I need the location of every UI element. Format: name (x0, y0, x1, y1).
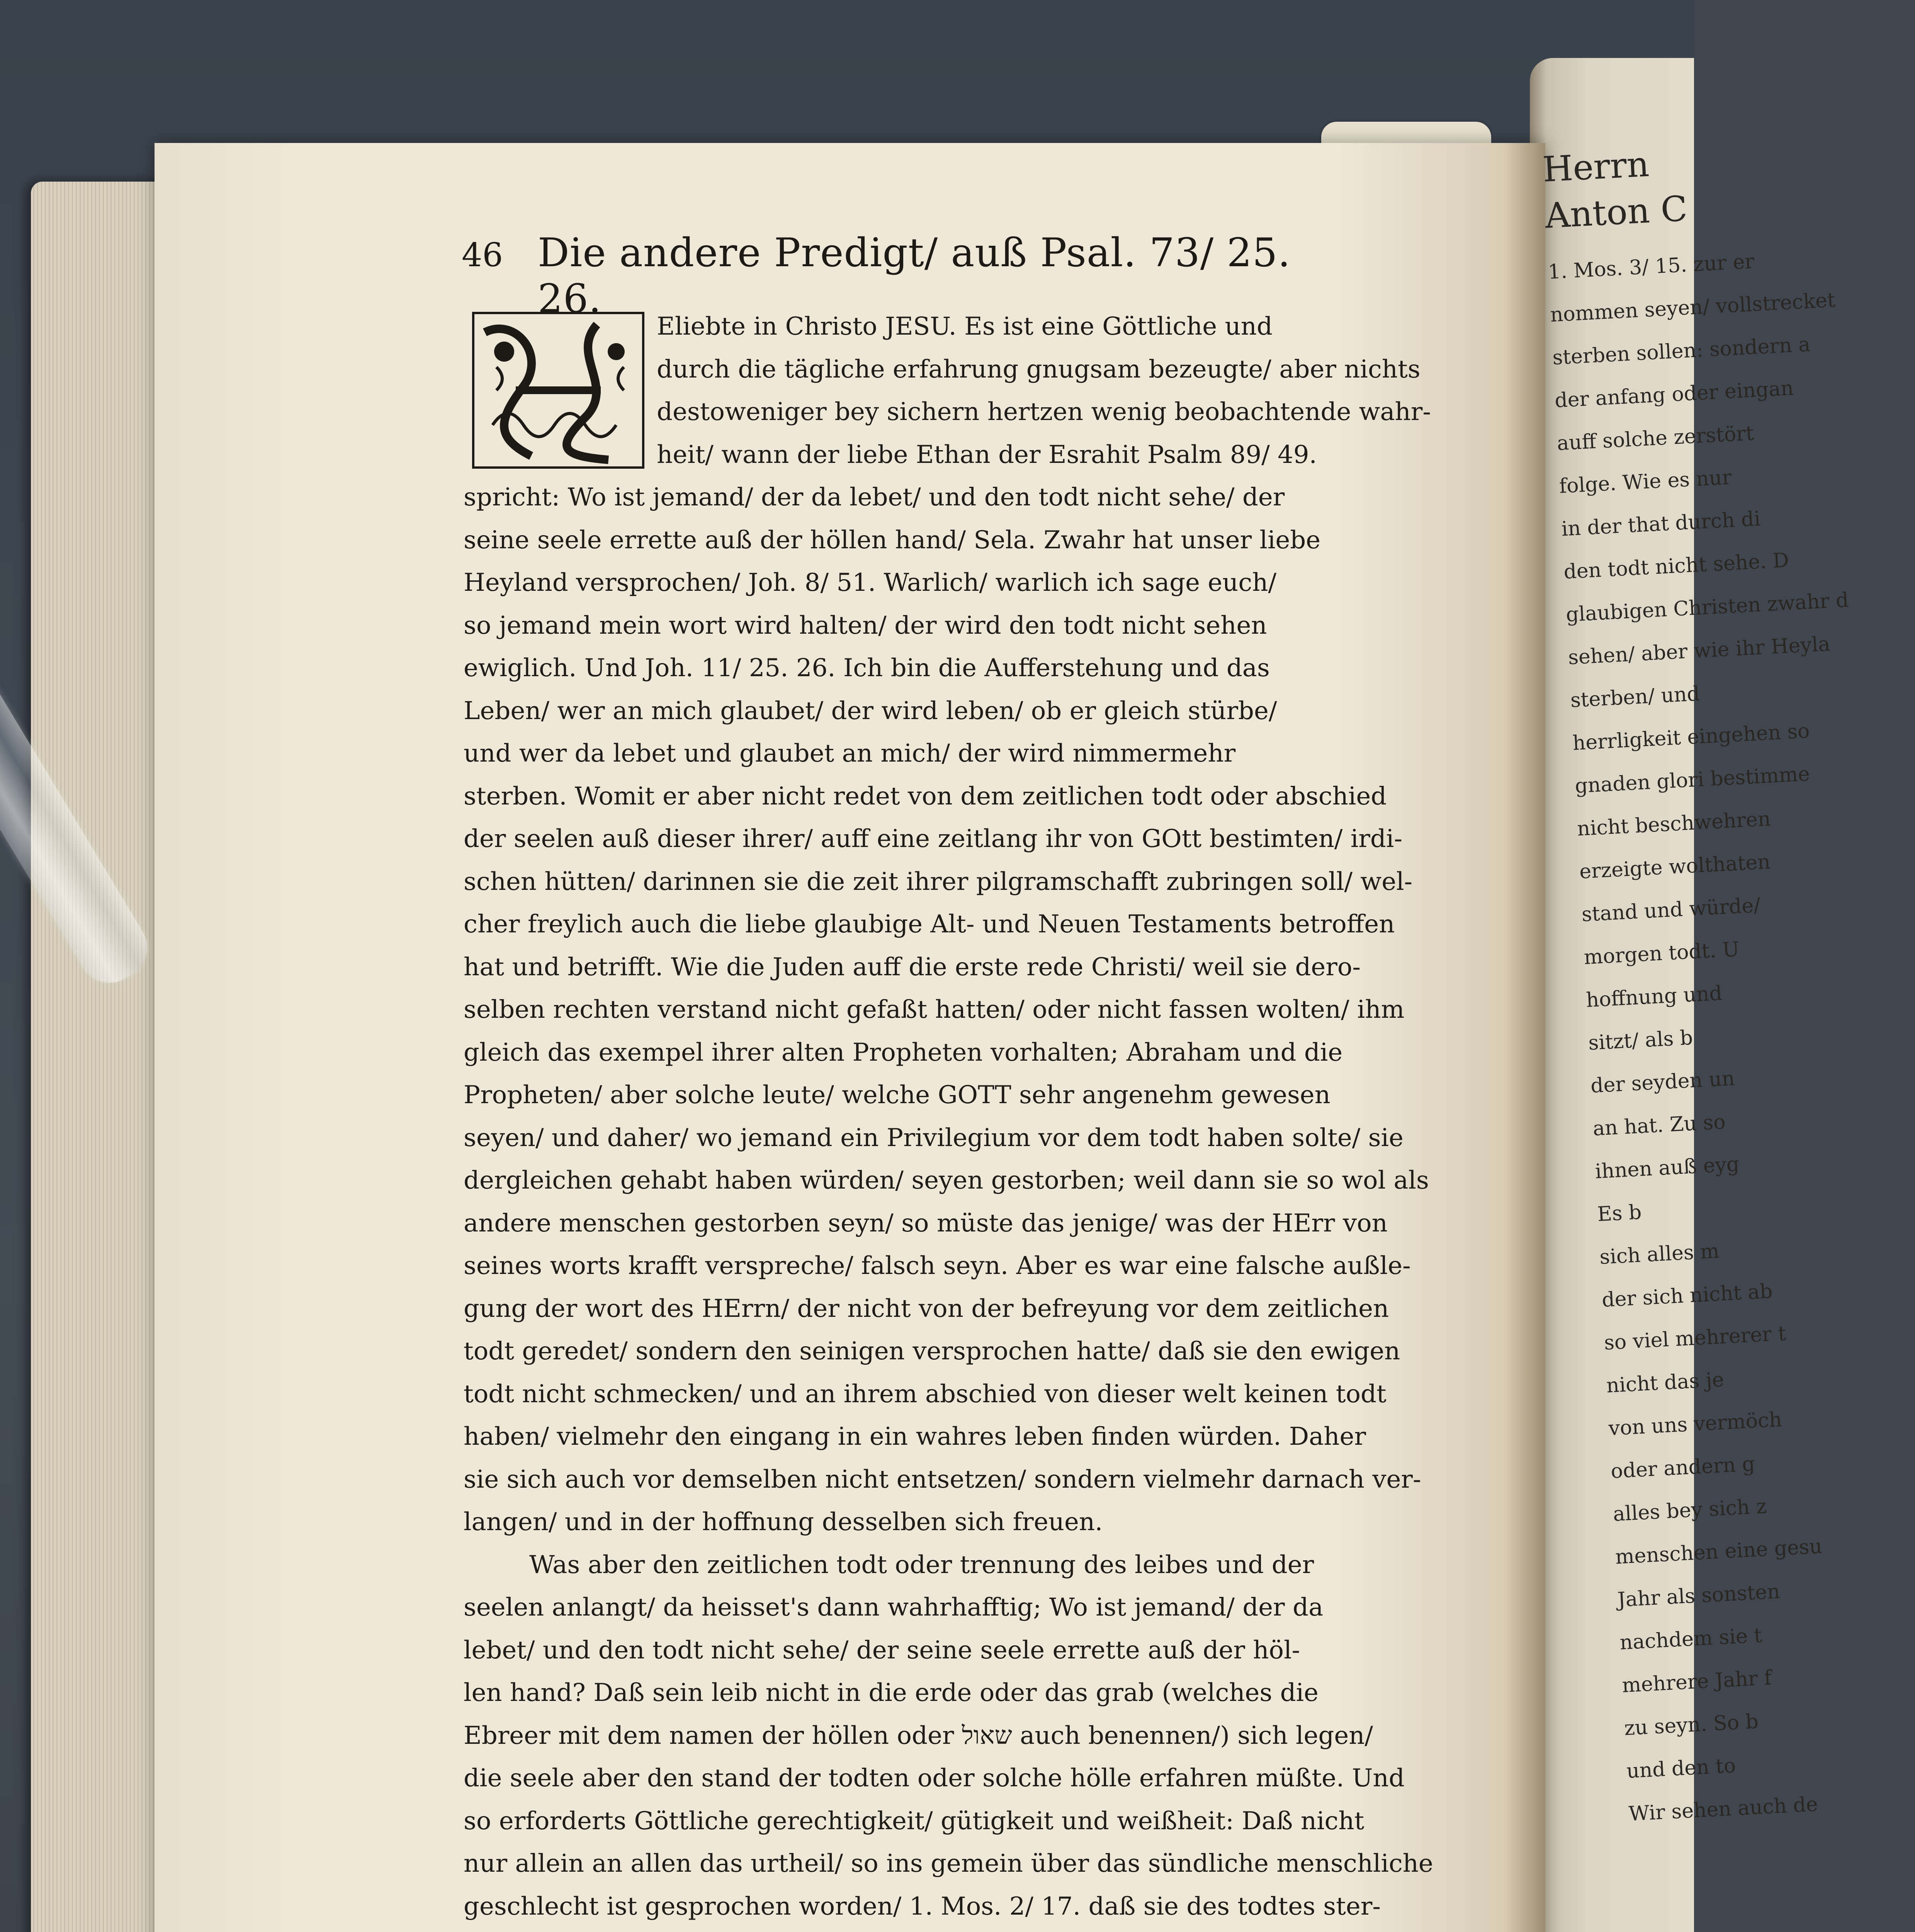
text-line: todt nicht schmecken/ und an ihrem abschied von dieser welt keinen todt (464, 1379, 1387, 1408)
text-line: ewiglich. Und Joh. 11/ 25. 26. Ich bin die Aufferstehung und das (464, 654, 1270, 682)
text-line: seyen/ und daher/ wo jemand ein Privilegium vor dem todt haben solte/ sie (464, 1123, 1404, 1152)
text-line: lebet/ und den todt nicht sehe/ der seine seele errette auß der höl- (464, 1636, 1300, 1665)
facing-text-line: sterben sollen: sondern a (1552, 333, 1811, 370)
facing-text-line: nicht das je (1606, 1368, 1725, 1398)
text-line: selben rechten verstand nicht gefaßt hatten/ oder nicht fassen wolten/ ihm (464, 995, 1405, 1024)
text-line: heit/ wann der liebe Ethan der Esrahit Psalm 89/ 49. (657, 440, 1317, 469)
text-line: spricht: Wo ist jemand/ der da lebet/ und den todt nicht sehe/ der (464, 483, 1285, 512)
text-line: und wer da lebet und glaubet an mich/ der wird nimmermehr (464, 739, 1236, 768)
facing-text-line: stand und würde/ (1581, 894, 1761, 927)
facing-text-line: sich alles m (1599, 1239, 1720, 1269)
facing-text-line: der sich nicht ab (1601, 1279, 1773, 1312)
text-line: schen hütten/ darinnen sie die zeit ihrer pilgramschafft zubringen soll/ wel- (464, 867, 1413, 896)
text-line: hat und betrifft. Wie die Juden auff die erste rede Christi/ weil sie dero- (464, 952, 1361, 981)
facing-text-line: auff solche zerstört (1556, 422, 1755, 455)
facing-text-line: morgen todt. U (1583, 938, 1740, 969)
facing-text-line: der seyden un (1590, 1067, 1735, 1098)
text-line: Was aber den zeitlichen todt oder trennung des leibes und der (529, 1550, 1314, 1579)
facing-text-line: glaubigen Christen zwahr d (1565, 588, 1849, 627)
text-line: so erforderts Göttliche gerechtigkeit/ gütigkeit und weißheit: Daß nicht (464, 1806, 1364, 1835)
facing-text-line: sehen/ aber wie ihr Heyla (1567, 632, 1831, 670)
text-line: haben/ vielmehr den eingang in ein wahres leben finden würden. Daher (464, 1422, 1366, 1451)
facing-text-line: alles bey sich z (1612, 1495, 1767, 1526)
text-line: todt geredet/ sondern den seinigen versprochen hatte/ daß sie den ewigen (464, 1337, 1400, 1366)
facing-text-line: Wir sehen auch de (1628, 1793, 1819, 1826)
text-line: seelen anlangt/ da heisset's dann wahrhafftig; Wo ist jemand/ der da (464, 1593, 1324, 1622)
text-line: destoweniger bey sichern hertzen wenig beobachtende wahr- (657, 398, 1431, 426)
text-line: seines worts krafft verspreche/ falsch seyn. Aber es war eine falsche außle- (464, 1252, 1411, 1280)
facing-text-line: herrligkeit eingehen so (1572, 719, 1810, 755)
text-line: die seele aber den stand der todten oder solche hölle erfahren müßte. Und (464, 1764, 1405, 1793)
facing-text-line: und den to (1626, 1754, 1737, 1783)
facing-text-line: hoffnung und (1585, 981, 1723, 1012)
facing-text-line: in der that durch di (1561, 507, 1761, 541)
text-line: cher freylich auch die liebe glaubige Alt- und Neuen Testaments betroffen (464, 910, 1395, 939)
facing-text-line: den todt nicht sehe. D (1563, 548, 1790, 584)
text-line: der seelen auß dieser ihrer/ auff eine zeitlang ihr von GOtt bestimten/ irdi- (464, 825, 1402, 853)
facing-text-line: gnaden glori bestimme (1574, 762, 1811, 798)
text-line: dergleichen gehabt haben würden/ seyen gestorben; weil dann sie so wol als (464, 1166, 1429, 1195)
text-line: durch die tägliche erfahrung gnugsam bezeugte/ aber nichts (657, 355, 1421, 384)
catchword (464, 1928, 1464, 1932)
facing-text-line: mehrere Jahr f (1621, 1666, 1772, 1697)
text-line: sie sich auch vor demselben nicht entsetzen/ sondern vielmehr darnach ver- (464, 1465, 1421, 1494)
text-line: Ebreer mit dem namen der höllen oder שאול auch benennen/) sich legen/ (464, 1721, 1373, 1750)
facing-text-line: sitzt/ als b (1588, 1026, 1694, 1055)
text-line: len hand? Daß sein leib nicht in die erde oder das grab (welches die (464, 1679, 1319, 1707)
text-line: Propheten/ aber solche leute/ welche GOTT sehr angenehm gewesen (464, 1081, 1330, 1109)
facing-text-line: nommen seyen/ vollstrecket (1550, 288, 1836, 327)
text-line: Leben/ wer an mich glaubet/ der wird leben/ ob er gleich stürbe/ (464, 696, 1277, 725)
facing-text-line: von uns vermöch (1608, 1408, 1782, 1440)
text-line: andere menschen gestorben seyn/ so müste das jenige/ was der HErr von (464, 1209, 1388, 1238)
text-line: Eliebte in Christo JESU. Es ist eine Göttliche und (657, 312, 1273, 341)
facing-text-line: 1. Mos. 3/ 15. zur er (1547, 250, 1755, 284)
text-line: gung der wort des HErrn/ der nicht von der befreyung vor dem zeitlichen (464, 1294, 1389, 1323)
facing-text-line: oder andern g (1610, 1452, 1756, 1483)
facing-text-line: so viel mehrerer t (1603, 1322, 1787, 1355)
facing-text-line: an hat. Zu so (1592, 1110, 1726, 1141)
facing-text-line: nicht beschwehren (1576, 807, 1771, 841)
facing-page-head: Herrn Anton C (1541, 144, 1689, 236)
main-text (464, 305, 1464, 1932)
facing-text-line: menschen eine gesu (1614, 1534, 1823, 1569)
facing-text-line: folge. Wie es nur (1558, 466, 1732, 498)
text-line: Heyland versprochen/ Joh. 8/ 51. Warlich/ warlich ich sage euch/ (464, 568, 1276, 597)
facing-text-line: der anfang oder eingan (1554, 376, 1794, 413)
page-number: 46 (462, 236, 503, 274)
text-line: langen/ und in der hoffnung desselben sich freuen. (464, 1508, 1103, 1536)
running-head: Die andere Predigt/ auß Psal. 73/ 25. 26. (537, 230, 1291, 322)
text-line: gleich das exempel ihrer alten Propheten vorhalten; Abraham und die (464, 1038, 1343, 1067)
text-line: sterben. Womit er aber nicht redet von dem zeitlichen todt oder abschied (464, 782, 1387, 811)
facing-text-line: ihnen auß eyg (1594, 1152, 1740, 1184)
text-line: so jemand mein wort wird halten/ der wird den todt nicht sehen (464, 611, 1267, 640)
text-line: seine seele errette auß der höllen hand/ Sela. Zwahr hat unser liebe (464, 526, 1321, 554)
text-line: geschlecht ist gesprochen worden/ 1. Mos. 2/ 17. daß sie des todtes ster- (464, 1892, 1381, 1921)
facing-text-line: sterben/ und (1570, 682, 1701, 712)
text-line: nur allein an allen das urtheil/ so ins gemein über das sündliche menschliche (464, 1849, 1433, 1878)
facing-text-line: erzeigte wolthaten (1579, 850, 1771, 884)
facing-text-line: Jahr als sonsten (1617, 1580, 1781, 1612)
facing-text-line: Es b (1597, 1201, 1642, 1226)
facing-text-line: zu seyn. So b (1623, 1710, 1759, 1740)
facing-text-line: nachdem sie t (1619, 1624, 1763, 1655)
